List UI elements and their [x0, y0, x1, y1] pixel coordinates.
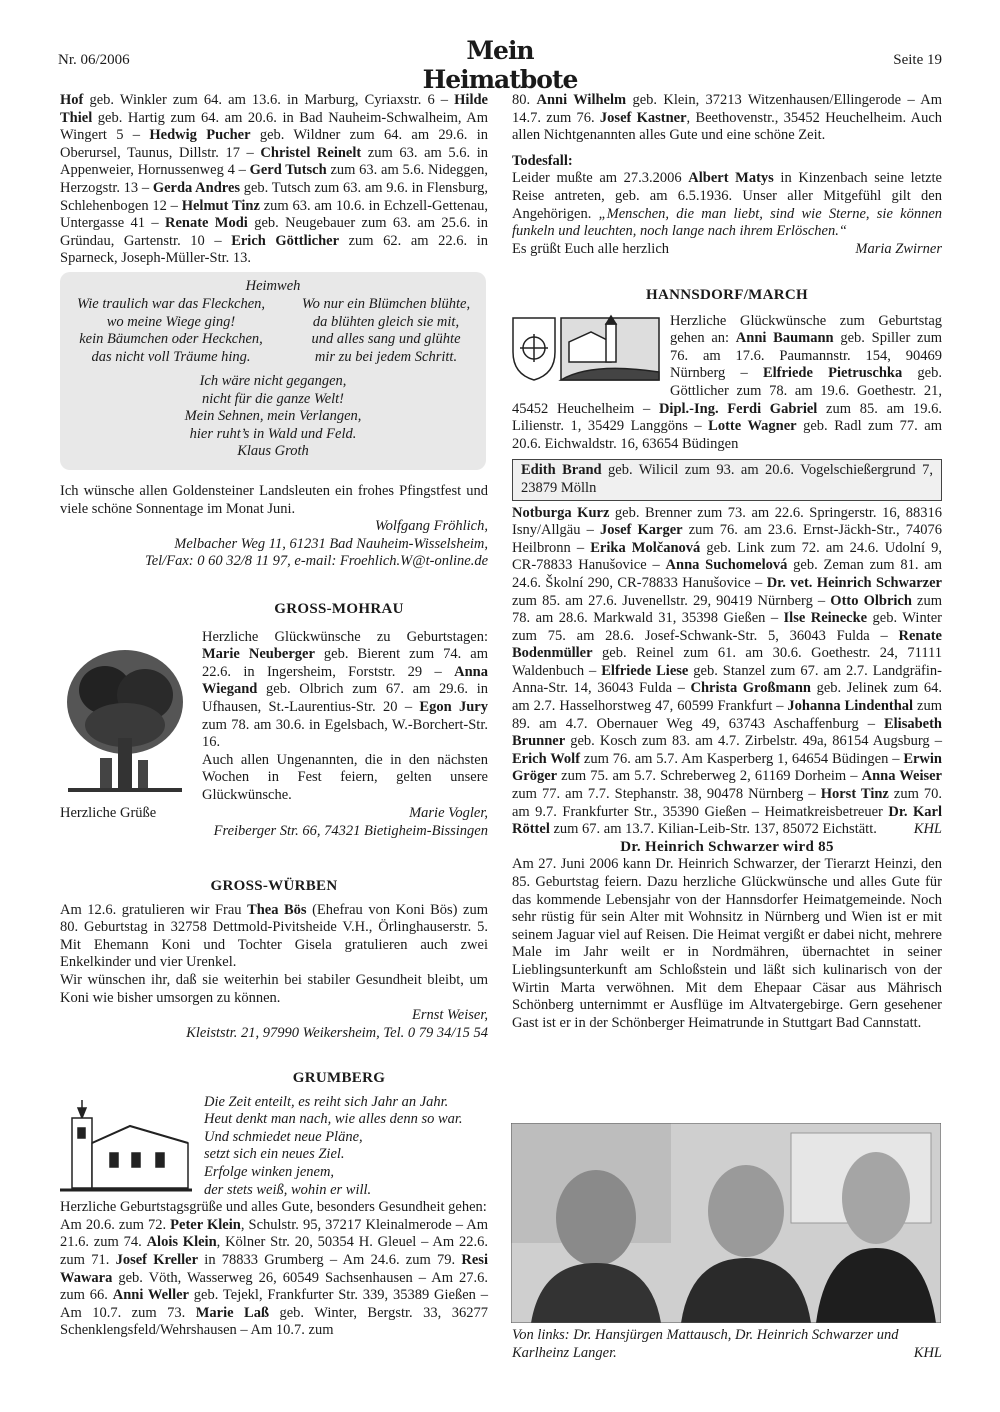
text-segment: geb. Winter, Bergstr. 33, 36277 Schenklengsfeld/Wehrshausen – Am 10.7. zum: [60, 1304, 488, 1339]
person-name: Erich Göttlicher: [231, 232, 340, 249]
grumberg-poem: Die Zeit enteilt, es reiht sich Jahr an Jahr. Heut denkt man nach, wie alles denn so war. Und schmiedet neue Pläne, setzt sich ein neues Ziel. Erfolge winken jenem, der stets weiß, wohin er will.: [204, 1093, 463, 1198]
text-segment: geb. Klein, 37213 Witzenhausen/Ellingerode – Am 14.7. zum 76.: [512, 92, 943, 126]
person-name: Otto Olbrich: [830, 592, 912, 609]
text-segment: zum 63. am 10.6. in Echzell-Gettenau, Untergasse 41 –: [60, 197, 489, 232]
greet-left: Es grüßt Euch alle herzlich: [512, 240, 670, 257]
photo-caption-signature: KHL: [913, 1344, 942, 1361]
gross-wuerben-wishes: Wir wünschen ihr, daß sie weiterhin bei stabiler Gesundheit bleibt, um Koni wie bisher umsorgen zu können.: [60, 971, 488, 1006]
text-segment: , Beethovenstr., 35452 Heuchelheim. Auch allen Nichtgenannten alles Gute und eine schöne Zeit.: [512, 109, 943, 144]
text-segment: zum 78. am 28.6. Markwald 31, 35398 Gießen –: [512, 592, 942, 627]
grumberg-title: GRUMBERG: [292, 1070, 386, 1086]
person-name: Ilse Reinecke: [783, 610, 868, 627]
person-name: Marie Neuberger: [202, 646, 315, 663]
text-segment: in 78833 Grumberg – Am 24.6. zum 79.: [198, 1251, 462, 1268]
person-name: Notburga Kurz: [512, 504, 610, 521]
poem-stanza-1a: Wie traulich war das Fleckchen, wo meine Wiege ging! kein Bäumchen oder Heckchen, das nicht voll Träume hing.: [76, 296, 266, 365]
text-segment: geb. Winter zum 75. am 28.6. Josef-Schwank-Str. 5, 36043 Fulda –: [512, 610, 942, 644]
gross-mohrau-greeting: Herzliche Grüße: [60, 804, 157, 821]
person-name: Dr. vet. Heinrich Schwarzer: [766, 574, 942, 591]
person-name: Anni Wilhelm: [536, 92, 627, 108]
person-name: Albert Matys: [688, 170, 774, 187]
gross-wuerben-signature: Ernst Weiser, Kleiststr. 21, 97990 Weikersheim, Tel. 0 79 34/15 54: [186, 1007, 488, 1041]
hannsdorf-section: [512, 287, 942, 1032]
poem-author: Klaus Groth: [237, 443, 309, 460]
todesfall-title: Todesfall:: [512, 152, 573, 169]
person-name: Hof: [60, 92, 84, 108]
greet-line: [512, 241, 942, 259]
person-name: Gerda Andres: [152, 179, 241, 196]
person-name: Resi Wawara: [60, 1251, 488, 1286]
gross-mohrau-sig-name: Marie Vogler,: [409, 804, 488, 821]
poem-stanza-2: [60, 373, 486, 461]
gross-mohrau-wishes: Auch allen Ungenannten, die in den nächsten Wochen in Fest feiern, gelten unsere Glückwünsche.: [202, 751, 488, 803]
poem-stanza-1b: Wo nur ein Blümchen blühte, da blühten gleich sie mit, und alles sang und glühte mir zu bei jedem Schritt.: [301, 296, 471, 365]
gross-wuerben-text: [60, 902, 488, 972]
greet-signature: Maria Zwirner: [855, 240, 942, 257]
person-name: Dipl.-Ing. Ferdi Gabriel: [658, 400, 818, 417]
text-segment: geb. Tutsch zum 63. am 9.6. in Flensburg, Schlehenbogen 12 –: [60, 179, 489, 214]
text-segment: Leider mußte am 27.3.2006: [512, 170, 689, 187]
text-segment: (Ehefrau von Koni Bös) zum 80. Geburtstag in 32758 Dettmold-Pivitsheide V.H., Örlinghauserstr. 5. Mit Ehemann Koni und Tochter Gisela gratulieren auch zwei Enkelkinder und vier Urenkel.: [60, 901, 488, 971]
gross-wuerben-section: [60, 878, 488, 1042]
edith-brand-box: [512, 459, 942, 500]
person-name: Christa Großmann: [690, 680, 811, 697]
text-segment: geb. Winkler zum 64. am 13.6. in Marburg, Cyriaxstr. 6 –: [83, 92, 455, 108]
gross-mohrau-title: GROSS-MOHRAU: [274, 601, 404, 617]
text-segment: geb. Jelinek zum 64. am 2.7. Hasselhorstweg 47, 60599 Frankfurt –: [512, 680, 942, 715]
text-segment: in Kinzenbach seine letzte Reise antreten, geb. am 6.5.1936. Unser aller Mitgefühl gilt den Angehörigen.: [512, 170, 942, 222]
person-name: Erika Molčanová: [590, 539, 701, 556]
person-name: Erich Wolf: [512, 750, 581, 767]
poem-column-1: [66, 296, 276, 366]
wish-text: Ich wünsche allen Goldensteiner Landsleuten ein frohes Pfingstfest und viele schöne Sonnentage im Monat Juni.: [60, 483, 488, 517]
person-name: Elfriede Pietruschka: [762, 365, 903, 382]
person-name: Anni Baumann: [735, 330, 834, 347]
portrait-photo: [511, 1123, 941, 1323]
text-segment: zum 62. am 22.6. in Sparneck, Joseph-Müller-Str. 13.: [60, 232, 488, 267]
gross-mohrau-birthdays: [202, 629, 488, 752]
person-name: Alois Klein: [146, 1234, 217, 1251]
person-name: Anna Suchomelová: [665, 557, 788, 574]
poem-column-2: [286, 296, 486, 366]
text-segment: Herzliche Geburtstagsgrüße und alles Gute, besonders Gesundheit gehen: Am 20.6. zum 72.: [60, 1199, 487, 1233]
article-text: Am 27. Juni 2006 kann Dr. Heinrich Schwarzer, der Tierarzt Heinzi, den 85. Geburtstag feiern. Dazu herzliche Glückwünsche und alles Gute für das kommende Lebensjahr von der Hannsdorfer Heimatgemeinde. Noch sehr rüstig für sein Alter mit Wohnsitz in Nürnberg und Wien ist er mit seinem Jaguar viel auf Reisen. Die Heimat vergißt er dabei nicht, mehrere Male im Jahr weilt er in Nordmähren, übernachtet in seiner Lieblingsunterkunft am Schloßstein und läßt sich kulinarisch von der Wirtin Marta verwöhnen. Mit dem Ehepaar Cäsar aus Mährisch Schönberg unternimmt er Ausflüge im Altvatergebirge. Gern gesehener Gast ist er in der Schönberger Heimatrunde in Stuttgart Bad Cannstatt.: [512, 856, 942, 1031]
text-segment: Herzliche Glückwünsche zu Geburtstagen:: [202, 628, 488, 645]
text-segment: zum 63. am 5.6. in Appenweier, Hornussenweg 4 –: [60, 144, 488, 179]
text-segment: , Schulstr. 95, 37217 Kleinalmerode – Am 21.6. zum 74.: [60, 1216, 488, 1251]
text-segment: geb. Radl zum 77. am 20.6. Eichwaldstr. 16, 63654 Büdingen: [512, 418, 942, 452]
todesfall-text: [512, 170, 942, 240]
photo-caption-text: Von links: Dr. Hansjürgen Mattausch, Dr. Heinrich Schwarzer und Karlheinz Langer.: [512, 1327, 899, 1361]
person-name: Hedwig Pucher: [149, 127, 251, 144]
issue-number: Nr. 06/2006: [58, 52, 130, 68]
text-segment: zum 77. am 7.7. Stephanstr. 38, 90478 Nürnberg –: [512, 786, 821, 803]
church-illustration: [60, 1098, 192, 1198]
text-segment: geb. Zeman zum 81. am 24.6. Školní 290, CR-78833 Hanušovice –: [512, 557, 942, 591]
text-segment: zum 63. am 5.6. Nideggen, Herzogstr. 13 –: [60, 162, 488, 196]
person-name: Egon Jury: [419, 698, 488, 715]
person-name: Elfriede Liese: [601, 662, 689, 679]
person-name: Josef Karger: [599, 522, 683, 539]
text-segment: geb. Göttlicher zum 78. am 19.6. Goethestr. 21, 45452 Heuchelheim –: [512, 365, 942, 417]
text-segment: zum 67. am 13.7. Kilian-Leib-Str. 137, 85072 Eichstätt.: [549, 821, 877, 838]
person-name: Hilde Thiel: [60, 92, 488, 126]
page-number: Seite 19: [893, 52, 942, 68]
text-segment: geb. Hartig zum 64. am 20.6. in Bad Nauheim-Schwalheim, Am Wingert 5 –: [60, 109, 488, 144]
text-segment: geb. Olbrich zum 67. am 29.6. in Ufhausen, St.-Laurentius-Str. 20 –: [202, 681, 488, 715]
person-name: Josef Kastner: [599, 109, 687, 126]
text-segment: , Kölner Str. 20, 50354 H. Gleuel – Am 22.6. zum 71.: [60, 1234, 488, 1268]
text-segment: 80.: [512, 92, 537, 108]
poem-title: Heimweh: [245, 278, 301, 294]
edith-brand-text: [521, 462, 933, 497]
text-segment: geb. Neugebauer zum 63. am 25.6. in Gründau, Gartenstr. 10 –: [60, 215, 488, 249]
tree-illustration: [60, 640, 190, 802]
person-name: Peter Klein: [170, 1216, 241, 1233]
text-segment: geb. Vöth, Wasserweg 26, 60549 Sachsenhausen – Am 27.6. zum 66.: [60, 1269, 488, 1304]
text-segment: „Menschen, die man liebt, sind wie Sterne, sie können funkeln und leuchten, noch lange nach ihrem Erlöschen.“: [512, 205, 942, 240]
article-title: Dr. Heinrich Schwarzer wird 85: [620, 838, 834, 855]
person-name: Marie Laß: [195, 1304, 270, 1321]
person-name: Lotte Wagner: [708, 418, 797, 435]
person-name: Christel Reinelt: [260, 144, 362, 161]
text-segment: geb. Tejekl, Frankfurter Str. 339, 35389 Gießen – Am 10.7. zum 73.: [60, 1287, 488, 1321]
text-segment: geb. Wildner zum 64. am 29.6. in Oberursel, Taunus, Dillstr. 17 –: [60, 127, 489, 161]
text-segment: geb. Bierent zum 74. am 22.6. in Ingersheim, Forststr. 29 –: [202, 646, 488, 680]
hannsdorf-title: HANNSDORF/MARCH: [646, 287, 808, 303]
masthead-logo: Mein Heimatbote: [422, 36, 578, 94]
text-segment: zum 75. am 5.7. Schreberweg 2, 61169 Dorheim –: [557, 768, 862, 785]
text-segment: geb. Stanzel zum 67. am 2.7. Landgräfin-Anna-Str. 14, 36043 Fulda –: [512, 662, 942, 697]
hannsdorf-coat-of-arms: [511, 312, 661, 384]
wish-section: [60, 483, 488, 571]
text-segment: geb. Reinel zum 61. am 30.6. Goethestr. 24, 71111 Waldenbuch –: [512, 645, 942, 679]
text-segment: Am 12.6. gratulieren wir Frau: [60, 901, 248, 918]
intro-birthdays: [60, 92, 488, 268]
poem-box: [60, 272, 486, 470]
person-name: Anna Wiegand: [202, 663, 488, 698]
gross-wuerben-title: GROSS-WÜRBEN: [210, 878, 338, 894]
person-name: Renate Bodenmüller: [512, 627, 942, 662]
right-top-birthdays: [512, 92, 942, 145]
person-name: Anni Weller: [112, 1287, 189, 1304]
person-name: Anna Weiser: [861, 768, 942, 785]
person-name: Gerd Tutsch: [249, 162, 327, 179]
person-name: Erwin Gröger: [512, 750, 942, 785]
intro-paragraph: [60, 92, 488, 268]
wish-signature: Wolfgang Fröhlich, Melbacher Weg 11, 61231 Bad Nauheim-Wisselsheim, Tel/Fax: 0 60 32/8 11 97, e-mail: Froehlich.W@t-online.de: [144, 518, 488, 570]
text-segment: geb. Spiller zum 76. am 17.6. Paumannstr. 154, 90469 Nürnberg –: [670, 330, 942, 382]
person-name: Josef Kreller: [115, 1251, 199, 1268]
text-segment: zum 85. am 19.6. Lilienstr. 1, 35429 Langgöns –: [512, 400, 942, 435]
person-name: Thea Bös: [247, 901, 307, 918]
text-segment: zum 89. am 4.7. Obernauer Weg 49, 63743 Aschaffenburg –: [512, 698, 942, 732]
text-segment: zum 76. am 23.6. Ernst-Jäckh-Str., 74076 Heilbronn –: [512, 522, 942, 556]
poem-stanza-2-text: Ich wäre nicht gegangen, nicht für die ganze Welt! Mein Sehnen, mein Verlangen, hier ruht’s in Wald und Feld.: [184, 373, 362, 442]
person-name: Elisabeth Brunner: [512, 715, 942, 750]
person-name: Horst Tinz: [820, 786, 889, 803]
text-segment: geb. Wilicil zum 93. am 20.6. Vogelschießergrund 7, 23879 Mölln: [521, 462, 933, 496]
grumberg-birthdays: [60, 1199, 488, 1340]
text-segment: geb. Link zum 72. am 24.6. Udolní 9, CR-78833 Hanušovice –: [512, 539, 943, 574]
photo-caption: [512, 1327, 942, 1362]
text-segment: zum 85. am 27.6. Juvenellstr. 29, 90419 Nürnberg –: [512, 592, 831, 609]
person-name: Renate Modi: [164, 215, 248, 232]
text-segment: zum 70. am 9.7. Frankfurter Str., 35390 Gießen – Heimatkreisbetreuer: [512, 786, 942, 820]
text-segment: geb. Brenner zum 73. am 22.6. Springerstr. 16, 88316 Isny/Allgäu –: [512, 504, 942, 539]
person-name: Edith Brand: [521, 462, 602, 479]
hannsdorf-list-signature: KHL: [913, 821, 942, 838]
gross-mohrau-greeting-line: [60, 805, 488, 823]
person-name: Helmut Tinz: [181, 197, 260, 214]
gross-mohrau-sig-address: Freiberger Str. 66, 74321 Bietigheim-Bissingen: [213, 822, 488, 839]
hannsdorf-list: [512, 505, 942, 839]
person-name: Johanna Lindenthal: [787, 698, 914, 715]
right-top-section: [512, 92, 942, 259]
text-segment: geb. Kosch zum 83. am 4.7. Zirbelstr. 49a, 86154 Augsburg –: [565, 733, 942, 750]
person-name: Dr. Karl Röttel: [512, 803, 943, 838]
text-segment: zum 78. am 30.6. in Egelsbach, W.-Borchert-Str. 16.: [202, 716, 488, 751]
text-segment: zum 76. am 5.7. Am Kasperberg 1, 64654 Büdingen –: [580, 750, 904, 767]
text-segment: Herzliche Glückwünsche zum Geburtstag gehen an:: [670, 312, 942, 347]
